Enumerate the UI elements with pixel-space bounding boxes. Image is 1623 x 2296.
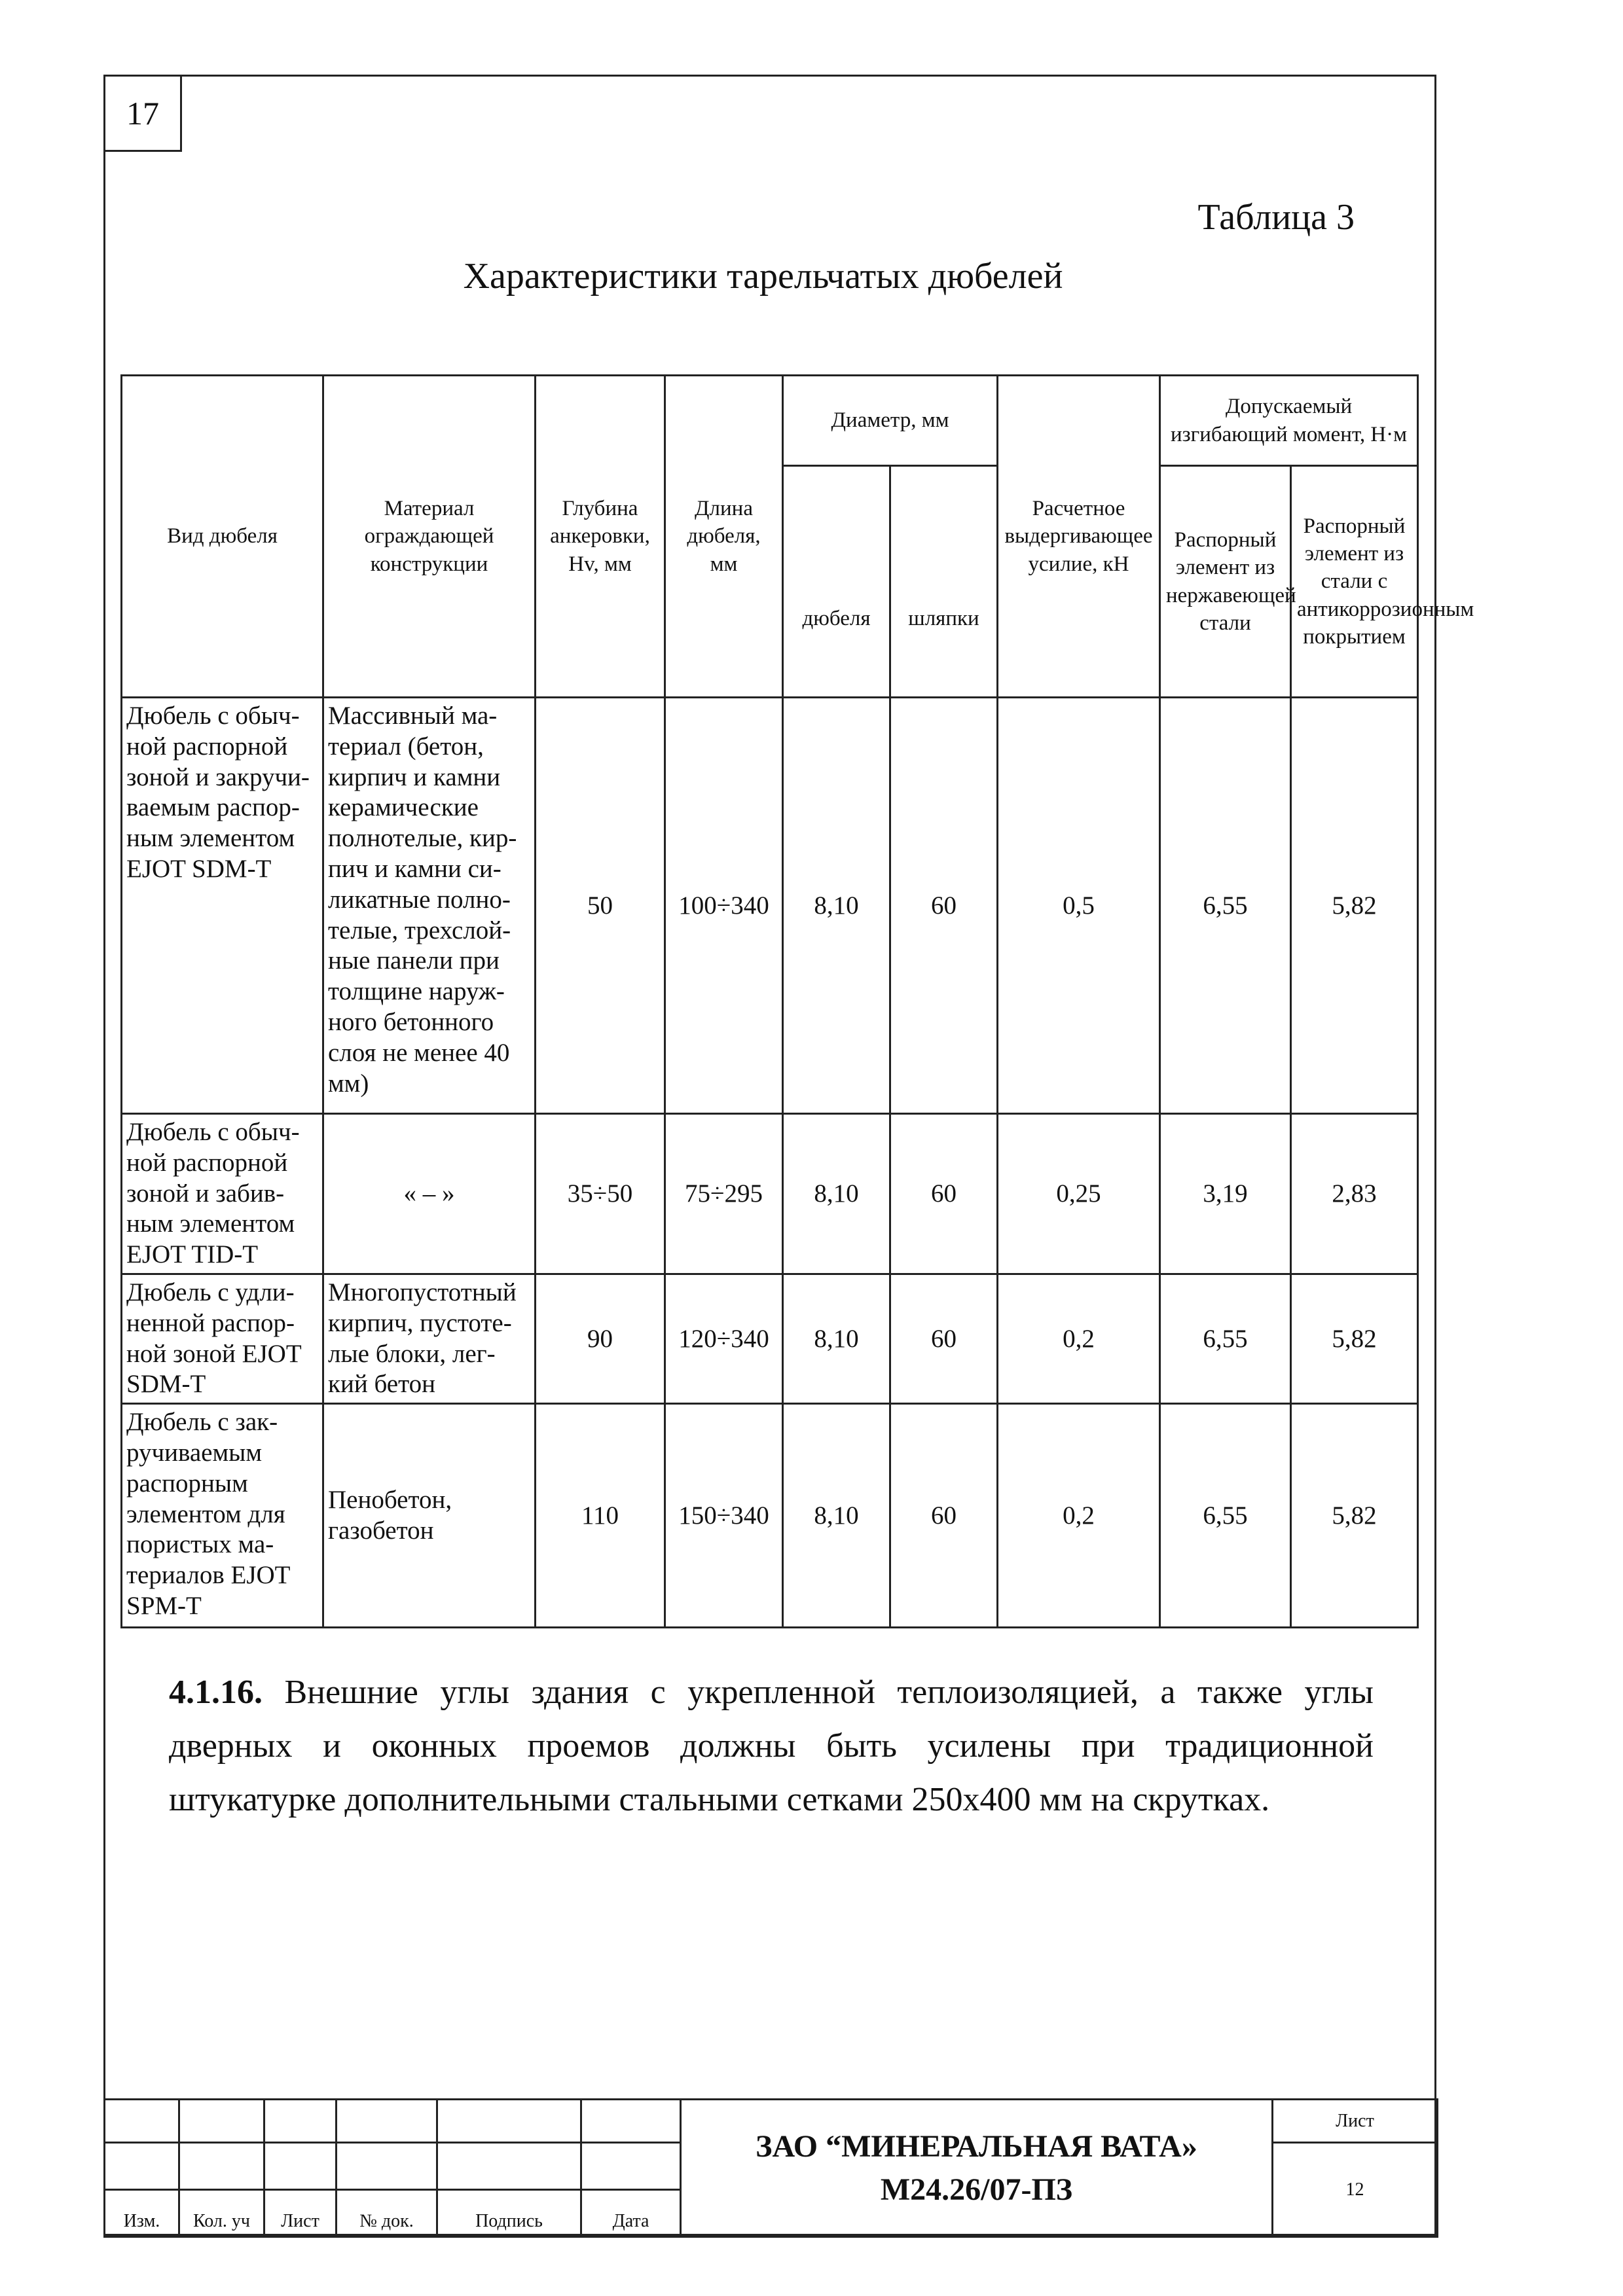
header-moment: Допускаемый изгибающий момент, Н·м	[1160, 376, 1418, 466]
cell-diameter-dowel: 8,10	[783, 1404, 890, 1628]
cell-depth: 35÷50	[536, 1114, 665, 1274]
cell-moment-coated: 5,82	[1291, 698, 1418, 1114]
table-row	[122, 1114, 1418, 1274]
stamp-cell	[264, 2143, 337, 2190]
cell-type: Дюбель с обыч- ной распорной зоной и закручи- ваемым распор- ным элементом EJOT SDM-T	[122, 698, 323, 1114]
sheet-number: 12	[1273, 2143, 1438, 2237]
cell-force: 0,25	[998, 1114, 1160, 1274]
stamp-cell	[179, 2143, 264, 2190]
cell-moment-stainless: 6,55	[1160, 1274, 1291, 1403]
cell-diameter-head: 60	[890, 1404, 998, 1628]
page-number: 17	[103, 75, 182, 152]
table-row	[122, 1404, 1418, 1628]
cell-length: 120÷340	[665, 1274, 783, 1403]
title-block	[103, 2098, 1438, 2238]
header-moment-stainless: Распорный элемент из нержавеющей стали	[1160, 466, 1291, 698]
header-length: Длина дюбеля, мм	[665, 376, 783, 698]
cell-material: Массивный ма- териал (бетон, кирпич и камни керамические полнотелые, кир- пич и камни си- ликатные полно- телые, трехслой- ные панели при толщине наруж- ного бетонного слоя не менее 40 мм)	[323, 698, 536, 1114]
cell-force: 0,2	[998, 1404, 1160, 1628]
cell-length: 100÷340	[665, 698, 783, 1114]
cell-depth: 90	[536, 1274, 665, 1403]
cell-moment-stainless: 3,19	[1160, 1114, 1291, 1274]
stamp-cell	[581, 2100, 681, 2143]
stamp-col-count: Кол. уч	[179, 2190, 264, 2237]
cell-depth: 50	[536, 698, 665, 1114]
cell-type: Дюбель с удли- ненной распор- ной зоной EJOT SDM-T	[122, 1274, 323, 1403]
cell-depth: 110	[536, 1404, 665, 1628]
stamp-col-change: Изм.	[105, 2190, 179, 2237]
table-row	[122, 698, 1418, 1114]
header-diameter-head: шляпки	[890, 466, 998, 698]
stamp-col-sheet: Лист	[264, 2190, 337, 2237]
sheet-label: Лист	[1273, 2100, 1438, 2143]
table-label: Таблица 3	[1197, 197, 1355, 238]
stamp-col-signature: Подпись	[437, 2190, 581, 2237]
company-name: ЗАО “МИНЕРАЛЬНАЯ ВАТА»	[756, 2128, 1197, 2164]
stamp-cell	[581, 2143, 681, 2190]
cell-length: 75÷295	[665, 1114, 783, 1274]
paragraph-line: штукатурке дополнительными стальными сетками 250х400 мм на скрутках.	[169, 1781, 1270, 1818]
stamp-cell	[105, 2143, 179, 2190]
table-row	[122, 1274, 1418, 1403]
cell-material: Многопустотный кирпич, пустоте- лые блоки, лег- кий бетон	[323, 1274, 536, 1403]
stamp-cell	[264, 2100, 337, 2143]
paragraph-line: 4.1.16. Внешние углы здания с укрепленной теплоизоляцией, а также углы	[169, 1674, 1374, 1711]
header-diameter-dowel: дюбеля	[783, 466, 890, 698]
cell-diameter-dowel: 8,10	[783, 698, 890, 1114]
stamp-col-date: Дата	[581, 2190, 681, 2237]
stamp-cell	[437, 2100, 581, 2143]
header-force: Расчетное выдергивающее усилие, кН	[998, 376, 1160, 698]
cell-type: Дюбель с обыч- ной распорной зоной и забив- ным элементом EJOT TID-T	[122, 1114, 323, 1274]
stamp-cell	[337, 2100, 437, 2143]
dowel-table	[120, 374, 1474, 1628]
header-depth: Глубина анкеровки, Hv, мм	[536, 376, 665, 698]
stamp-title-cell	[681, 2100, 1273, 2237]
cell-diameter-dowel: 8,10	[783, 1114, 890, 1274]
paragraph-4-1-16	[169, 1666, 1374, 1827]
cell-diameter-head: 60	[890, 698, 998, 1114]
cell-moment-stainless: 6,55	[1160, 1404, 1291, 1628]
cell-moment-stainless: 6,55	[1160, 698, 1291, 1114]
header-diameter: Диаметр, мм	[783, 376, 998, 466]
cell-type: Дюбель с зак- ручиваемым распорным элементом для пористых ма- териалов EJOT SPM-T	[122, 1404, 323, 1628]
stamp-cell	[105, 2100, 179, 2143]
cell-material: « – »	[323, 1114, 536, 1274]
header-type: Вид дюбеля	[122, 376, 323, 698]
cell-material: Пенобетон, газобетон	[323, 1404, 536, 1628]
cell-moment-coated: 2,83	[1291, 1114, 1418, 1274]
stamp-cell	[337, 2143, 437, 2190]
paragraph-number: 4.1.16.	[169, 1674, 263, 1711]
table-caption: Характеристики тарельчатых дюбелей	[463, 256, 1063, 296]
cell-force: 0,2	[998, 1274, 1160, 1403]
header-moment-coated: Распорный элемент из стали с антикоррозионным покрытием	[1291, 466, 1418, 698]
stamp-cell	[179, 2100, 264, 2143]
cell-diameter-head: 60	[890, 1274, 998, 1403]
paragraph-line: дверных и оконных проемов должны быть усилены при традиционной	[169, 1727, 1374, 1765]
stamp-cell	[437, 2143, 581, 2190]
cell-moment-coated: 5,82	[1291, 1404, 1418, 1628]
cell-diameter-dowel: 8,10	[783, 1274, 890, 1403]
document-code: М24.26/07-ПЗ	[880, 2172, 1073, 2207]
cell-force: 0,5	[998, 698, 1160, 1114]
header-material: Материал ограждающей конструкции	[323, 376, 536, 698]
cell-diameter-head: 60	[890, 1114, 998, 1274]
cell-moment-coated: 5,82	[1291, 1274, 1418, 1403]
stamp-col-docno: № док.	[337, 2190, 437, 2237]
cell-length: 150÷340	[665, 1404, 783, 1628]
